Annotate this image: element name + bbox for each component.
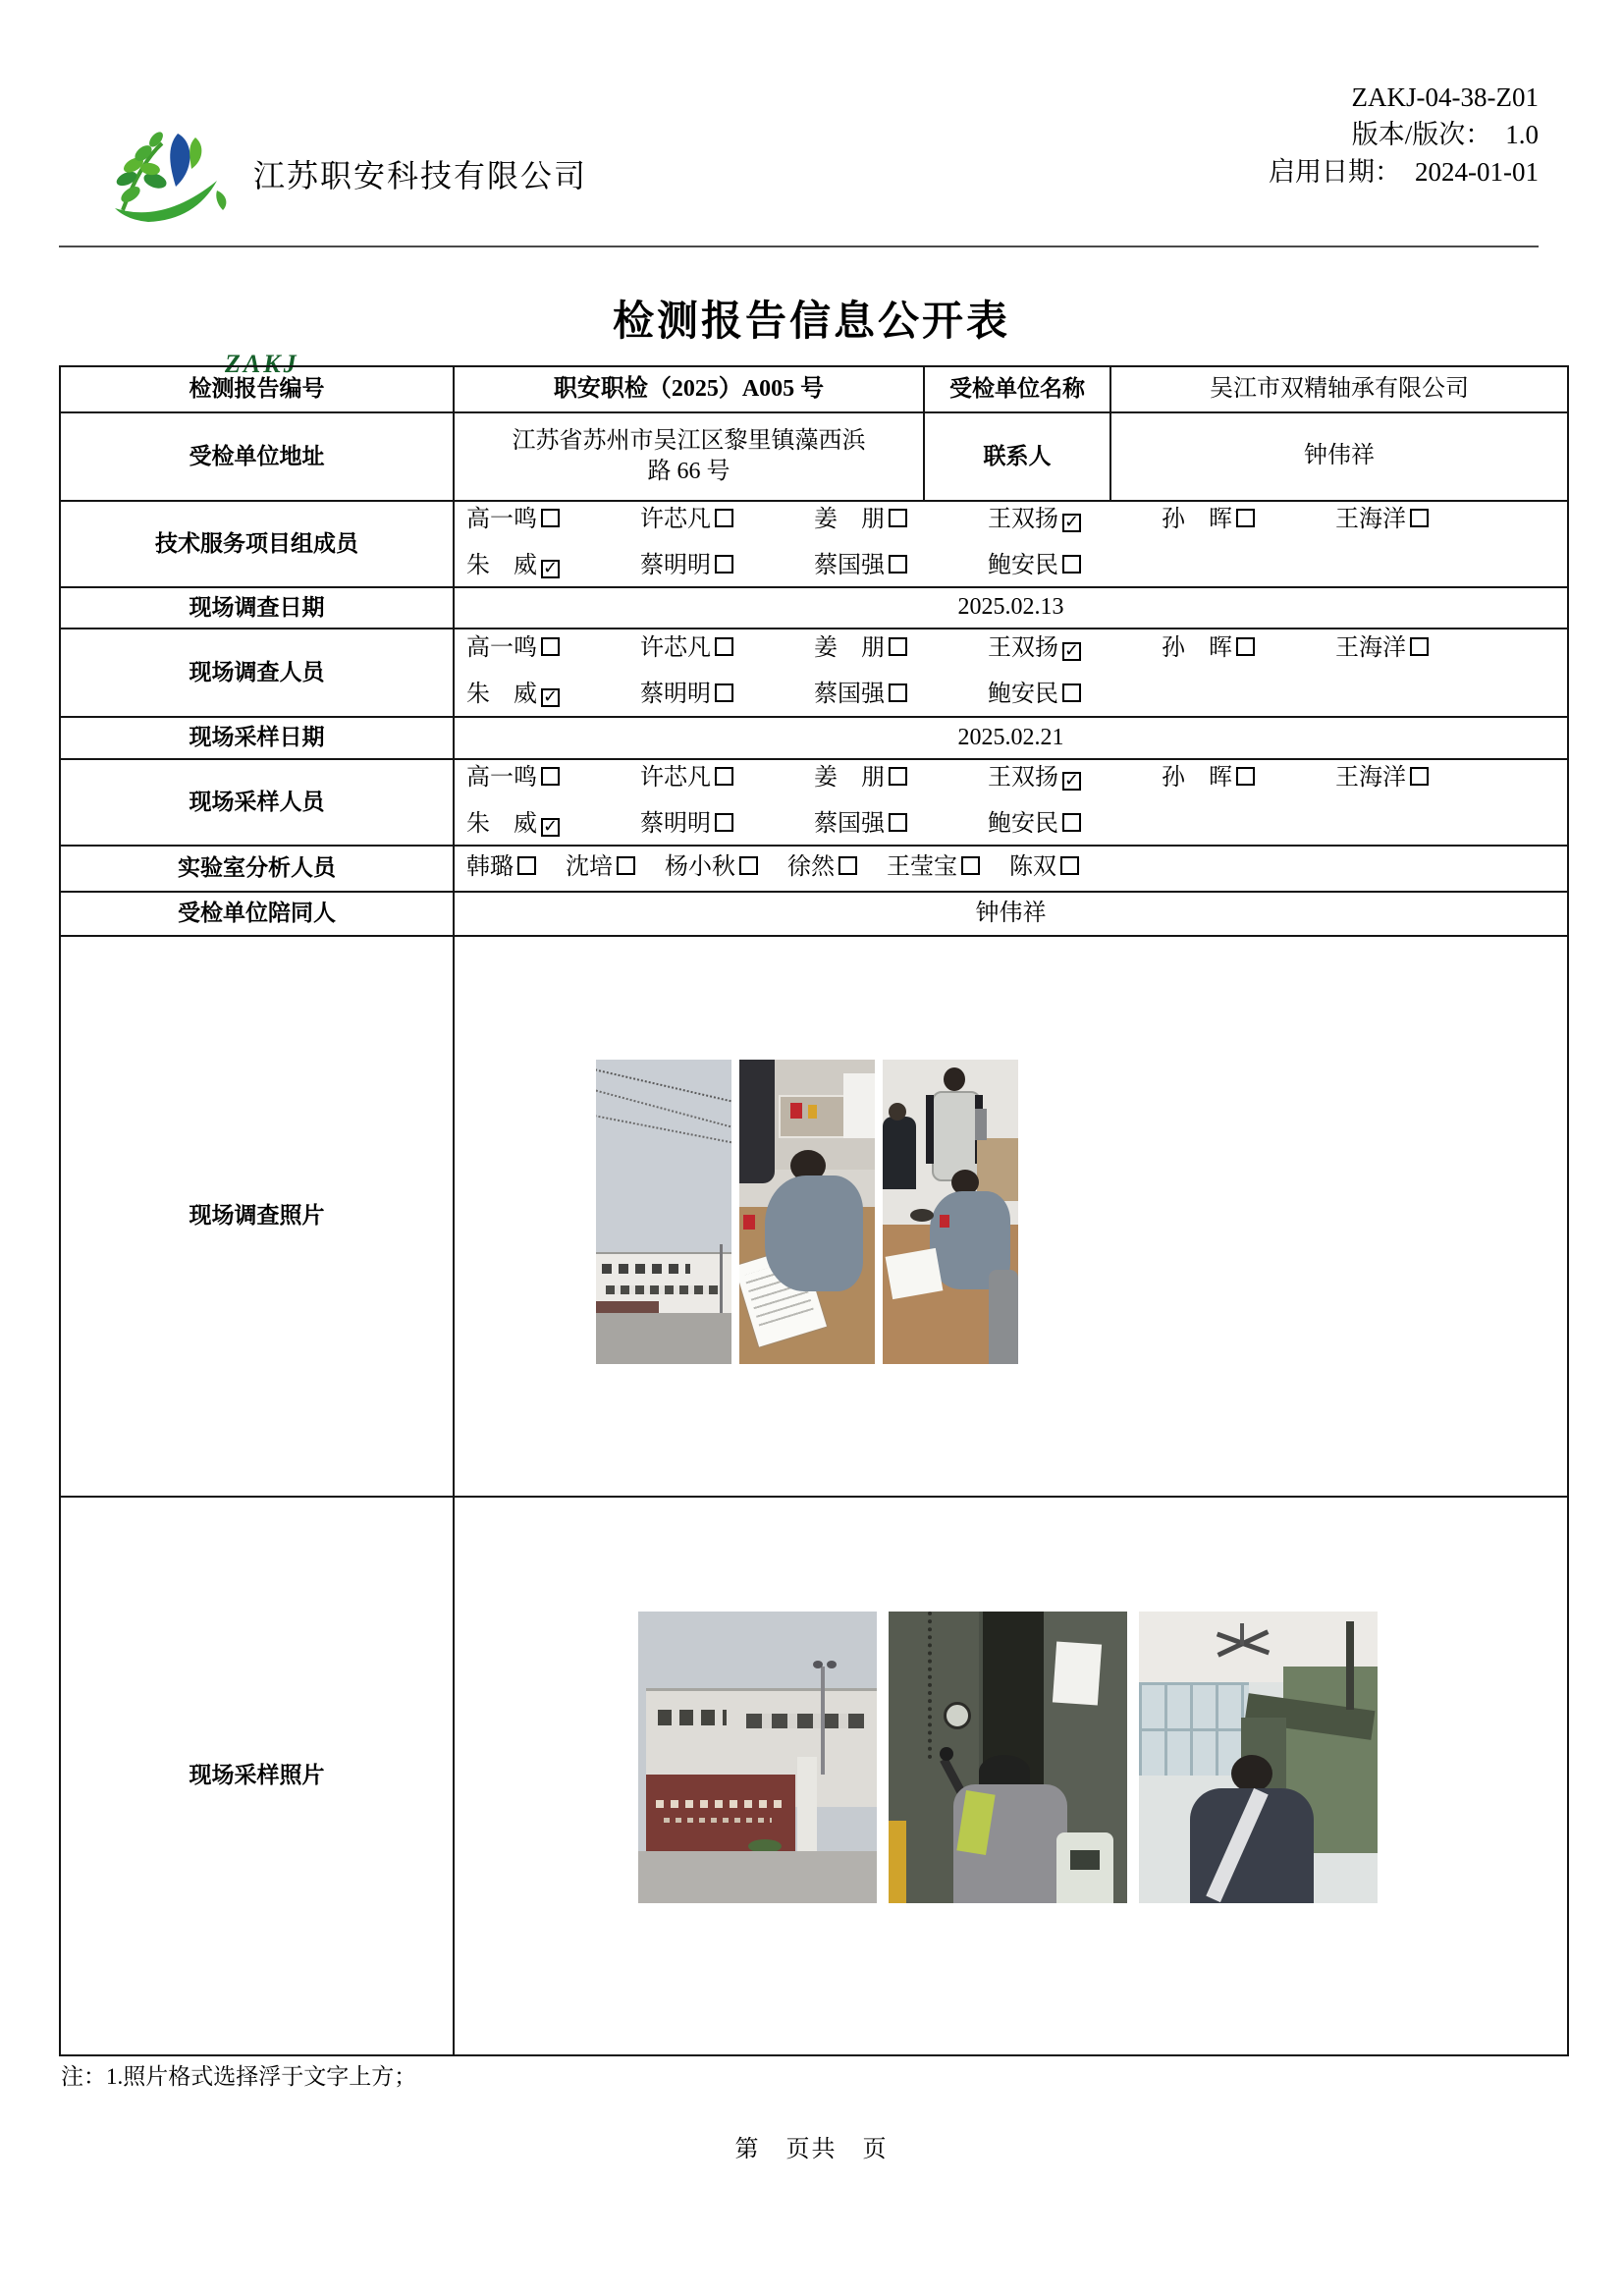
report-no-label: 检测报告编号	[189, 376, 325, 402]
person-head	[1231, 1755, 1272, 1792]
staff-option	[566, 846, 635, 889]
paper-note	[1053, 1641, 1102, 1705]
checkbox-unchecked-icon	[739, 856, 758, 875]
yellow-post	[889, 1821, 906, 1903]
staff-name: 许芯凡	[640, 507, 711, 532]
address-label: 受检单位地址	[189, 443, 325, 468]
staff-option	[640, 756, 814, 799]
staff-option	[1162, 627, 1335, 670]
staff-name: 孙 晖	[1162, 765, 1232, 791]
staff-name: 王海洋	[1335, 635, 1406, 661]
sampling-date-value: 2025.02.21	[453, 718, 1567, 758]
checkbox-checked-icon: ✓	[543, 686, 559, 707]
staff-option	[814, 756, 988, 799]
road	[638, 1851, 877, 1903]
worker-cap	[979, 1755, 1030, 1788]
logo-zakj-text: ZAKJ	[225, 350, 299, 378]
photo-signing-document	[739, 1060, 875, 1364]
checkbox-unchecked-icon	[715, 683, 733, 702]
staff-name: 蔡明明	[640, 682, 711, 707]
lab-staff	[453, 847, 1567, 891]
companion-label: 受检单位陪同人	[178, 901, 336, 926]
checkbox-checked-icon: ✓	[543, 816, 559, 837]
checkbox-unchecked-icon	[1062, 555, 1081, 574]
staff-option	[814, 673, 988, 716]
seated-person-suit	[883, 1117, 916, 1189]
staff-option	[1335, 627, 1509, 670]
staff-name: 韩璐	[466, 854, 514, 880]
staff-name: 陈双	[1009, 854, 1056, 880]
checkbox-unchecked-icon	[715, 813, 733, 832]
checkbox-unchecked-icon	[715, 767, 733, 786]
checkbox-unchecked-icon	[1410, 637, 1429, 656]
seated-person-head	[889, 1103, 906, 1121]
checkbox-unchecked-icon	[541, 637, 560, 656]
arm	[926, 1095, 934, 1164]
table-row	[61, 367, 1567, 411]
staff-option	[1335, 498, 1509, 541]
address-line1: 江苏省苏州市吴江区黎里镇藻西浜	[512, 427, 866, 454]
photo-machine-measurement	[889, 1612, 1127, 1903]
shelf-item	[808, 1105, 817, 1119]
staff-option	[814, 802, 988, 846]
staff-name: 王莹宝	[887, 854, 957, 880]
staff-option	[640, 498, 814, 541]
staff-name: 高一鸣	[466, 507, 537, 532]
checkbox-unchecked-icon	[1062, 683, 1081, 702]
meter-mic	[940, 1747, 953, 1761]
checkbox-unchecked-icon	[889, 555, 907, 574]
lab-staff-label: 实验室分析人员	[178, 855, 336, 881]
staff-name: 朱 威	[466, 553, 537, 578]
survey-staff	[453, 629, 1567, 716]
staff-option	[887, 846, 980, 889]
page-title: 检测报告信息公开表	[612, 300, 1010, 345]
table-row	[61, 628, 1567, 716]
staff-line	[466, 498, 1509, 544]
cable	[1346, 1621, 1354, 1710]
staff-option	[466, 846, 536, 889]
staff-name: 蔡国强	[814, 811, 885, 837]
table-row	[61, 716, 1567, 758]
checkbox-unchecked-icon	[715, 637, 733, 656]
checkbox-unchecked-icon	[961, 856, 980, 875]
checkbox-unchecked-icon	[1062, 813, 1081, 832]
staff-option	[466, 756, 640, 799]
staff-name: 王双扬	[988, 765, 1058, 791]
unit-name-label: 受检单位名称	[923, 367, 1109, 411]
gravel-ground	[596, 1313, 731, 1364]
window-band	[658, 1710, 727, 1725]
window-band	[746, 1714, 864, 1728]
red-cup	[743, 1215, 755, 1230]
checkbox-unchecked-icon	[517, 856, 536, 875]
staff-name: 蔡明明	[640, 811, 711, 837]
staff-option	[1162, 498, 1335, 541]
table-row	[61, 758, 1567, 845]
staff-name: 姜 朋	[814, 635, 885, 661]
checkbox-unchecked-icon	[889, 509, 907, 527]
staff-line	[466, 802, 1162, 848]
sampling-staff	[453, 760, 1567, 845]
staff-name: 高一鸣	[466, 635, 537, 661]
staff-option	[814, 498, 988, 541]
checkbox-unchecked-icon	[541, 509, 560, 527]
version-value: 1.0	[1505, 120, 1539, 149]
powerline	[596, 1113, 731, 1150]
doc-date-line	[1269, 153, 1539, 191]
staff-line	[466, 627, 1509, 673]
kettle	[975, 1109, 987, 1140]
gate-pillar	[797, 1757, 817, 1851]
checkbox-unchecked-icon	[715, 509, 733, 527]
sign-text	[656, 1800, 784, 1808]
checkbox-unchecked-icon	[889, 767, 907, 786]
lamp	[827, 1661, 837, 1668]
sampling-photos-label: 现场采样照片	[189, 1763, 325, 1788]
staff-line	[466, 673, 1162, 719]
checkbox-unchecked-icon	[1236, 509, 1255, 527]
staff-option	[787, 846, 857, 889]
checkbox-checked-icon: ✓	[1064, 512, 1080, 532]
staff-name: 蔡明明	[640, 553, 711, 578]
survey-photos-cell	[453, 937, 1567, 1496]
contact-value: 钟伟祥	[1109, 413, 1567, 500]
staff-line	[466, 756, 1509, 802]
staff-name: 高一鸣	[466, 765, 537, 791]
checkbox-unchecked-icon	[715, 555, 733, 574]
sampling-photos-cell	[453, 1498, 1567, 2054]
staff-option	[1009, 846, 1079, 889]
start-date-label: 启用日期：	[1269, 157, 1402, 187]
staff-name: 朱 威	[466, 682, 537, 707]
checkbox-unchecked-icon	[1410, 509, 1429, 527]
footnote: 注：1.照片格式选择浮于文字上方；	[61, 2064, 417, 2089]
red-cup	[940, 1215, 949, 1228]
staff-option	[640, 627, 814, 670]
table-row	[61, 500, 1567, 586]
powerline	[596, 1066, 731, 1111]
staff-name: 鲍安民	[988, 682, 1058, 707]
staff-option	[466, 544, 640, 587]
staff-option	[814, 627, 988, 670]
staff-option	[988, 673, 1162, 716]
checkbox-unchecked-icon	[889, 637, 907, 656]
staff-option	[988, 756, 1162, 799]
cupboard	[843, 1073, 875, 1138]
dark-bowl	[910, 1209, 934, 1222]
staff-name: 王双扬	[988, 635, 1058, 661]
lamp	[813, 1661, 823, 1668]
sign-subtext	[664, 1818, 772, 1823]
header-divider	[59, 246, 1539, 247]
staff-name: 王海洋	[1335, 765, 1406, 791]
staff-name: 蔡国强	[814, 682, 885, 707]
photo-factory-gate	[638, 1612, 877, 1903]
staff-option	[665, 846, 758, 889]
staff-name: 鲍安民	[988, 553, 1058, 578]
table-row	[61, 1496, 1567, 2054]
company-name: 江苏职安科技有限公司	[253, 158, 588, 193]
photo-workshop	[1139, 1612, 1378, 1903]
chain	[928, 1612, 932, 1759]
staff-name: 姜 朋	[814, 507, 885, 532]
pressure-gauge	[944, 1702, 971, 1729]
checkbox-unchecked-icon	[1410, 767, 1429, 786]
staff-option	[988, 498, 1162, 541]
papers	[886, 1248, 944, 1299]
version-label: 版本/版次：	[1351, 120, 1492, 149]
staff-name: 王海洋	[1335, 507, 1406, 532]
checkbox-checked-icon: ✓	[543, 558, 559, 578]
staff-name: 徐然	[787, 854, 835, 880]
report-no-value: 职安职检（2025）A005 号	[453, 367, 923, 411]
staff-option	[640, 544, 814, 587]
address-line2: 路 66 号	[647, 459, 730, 484]
fan-stem	[1240, 1623, 1244, 1645]
address-value	[453, 413, 923, 500]
staff-option	[466, 627, 640, 670]
staff-name: 鲍安民	[988, 811, 1058, 837]
staff-line	[466, 846, 1109, 892]
staff-option	[640, 673, 814, 716]
staff-option	[466, 498, 640, 541]
staff-name: 孙 晖	[1162, 507, 1232, 532]
sampling-photo-strip	[638, 1612, 1378, 1903]
checkbox-unchecked-icon	[839, 856, 857, 875]
checkbox-unchecked-icon	[541, 767, 560, 786]
checkbox-unchecked-icon	[1060, 856, 1079, 875]
pole	[720, 1244, 723, 1315]
survey-date-value: 2025.02.13	[453, 588, 1567, 628]
red-item	[790, 1103, 802, 1119]
survey-photos-label: 现场调查照片	[189, 1203, 325, 1229]
start-date-value: 2024-01-01	[1415, 157, 1539, 187]
window-band	[602, 1264, 690, 1274]
checkbox-unchecked-icon	[889, 683, 907, 702]
standing-person-vest	[932, 1091, 981, 1181]
document-meta	[1269, 79, 1539, 191]
staff-name: 杨小秋	[665, 854, 735, 880]
staff-option	[1162, 756, 1335, 799]
staff-name: 许芯凡	[640, 765, 711, 791]
staff-name: 姜 朋	[814, 765, 885, 791]
survey-date-label: 现场调查日期	[189, 594, 325, 620]
doc-code: ZAKJ-04-38-Z01	[1351, 82, 1539, 112]
photo-meeting-room	[883, 1060, 1018, 1364]
survey-photo-strip	[596, 1060, 1018, 1364]
checkbox-checked-icon: ✓	[1064, 640, 1080, 661]
companion-value: 钟伟祥	[453, 893, 1567, 935]
photo-factory-exterior	[596, 1060, 731, 1364]
staff-line	[466, 544, 1162, 590]
staff-option	[988, 802, 1162, 846]
table-row	[61, 586, 1567, 628]
sampling-date-label: 现场采样日期	[189, 725, 325, 750]
window-band	[606, 1285, 722, 1294]
page-number-footer: 第 页共 页	[734, 2137, 889, 2162]
staff-option	[814, 544, 988, 587]
table-row	[61, 845, 1567, 891]
staff-name: 王双扬	[988, 507, 1058, 532]
staff-name: 朱 威	[466, 811, 537, 837]
survey-staff-label: 现场调查人员	[189, 659, 325, 684]
checkbox-unchecked-icon	[889, 813, 907, 832]
chair	[989, 1270, 1018, 1364]
device-screen	[1070, 1850, 1100, 1870]
jacket-hanging	[739, 1060, 775, 1183]
lamp-pole	[821, 1667, 825, 1775]
unit-name-value: 吴江市双精轴承有限公司	[1109, 367, 1567, 411]
person-jacket	[765, 1175, 863, 1291]
staff-name: 许芯凡	[640, 635, 711, 661]
sampling-staff-label: 现场采样人员	[189, 789, 325, 814]
staff-option	[1335, 756, 1509, 799]
team-label: 技术服务项目组成员	[155, 530, 358, 556]
staff-option	[466, 802, 640, 846]
standing-person-head	[944, 1067, 965, 1091]
contact-label: 联系人	[923, 413, 1109, 500]
staff-option	[988, 544, 1162, 587]
staff-option	[640, 802, 814, 846]
windows	[1139, 1682, 1249, 1776]
table-row	[61, 935, 1567, 1496]
info-table	[59, 365, 1569, 2056]
checkbox-checked-icon: ✓	[1064, 770, 1080, 791]
table-row	[61, 891, 1567, 935]
doc-version-line	[1269, 116, 1539, 153]
logo-leaf-icon	[101, 126, 258, 232]
company-logo-icon	[101, 126, 299, 378]
table-row	[61, 411, 1567, 500]
staff-name: 孙 晖	[1162, 635, 1232, 661]
checkbox-unchecked-icon	[1236, 637, 1255, 656]
staff-name: 蔡国强	[814, 553, 885, 578]
staff-name: 沈培	[566, 854, 613, 880]
staff-option	[466, 673, 640, 716]
staff-option	[988, 627, 1162, 670]
checkbox-unchecked-icon	[1236, 767, 1255, 786]
team-members	[453, 502, 1567, 586]
checkbox-unchecked-icon	[617, 856, 635, 875]
